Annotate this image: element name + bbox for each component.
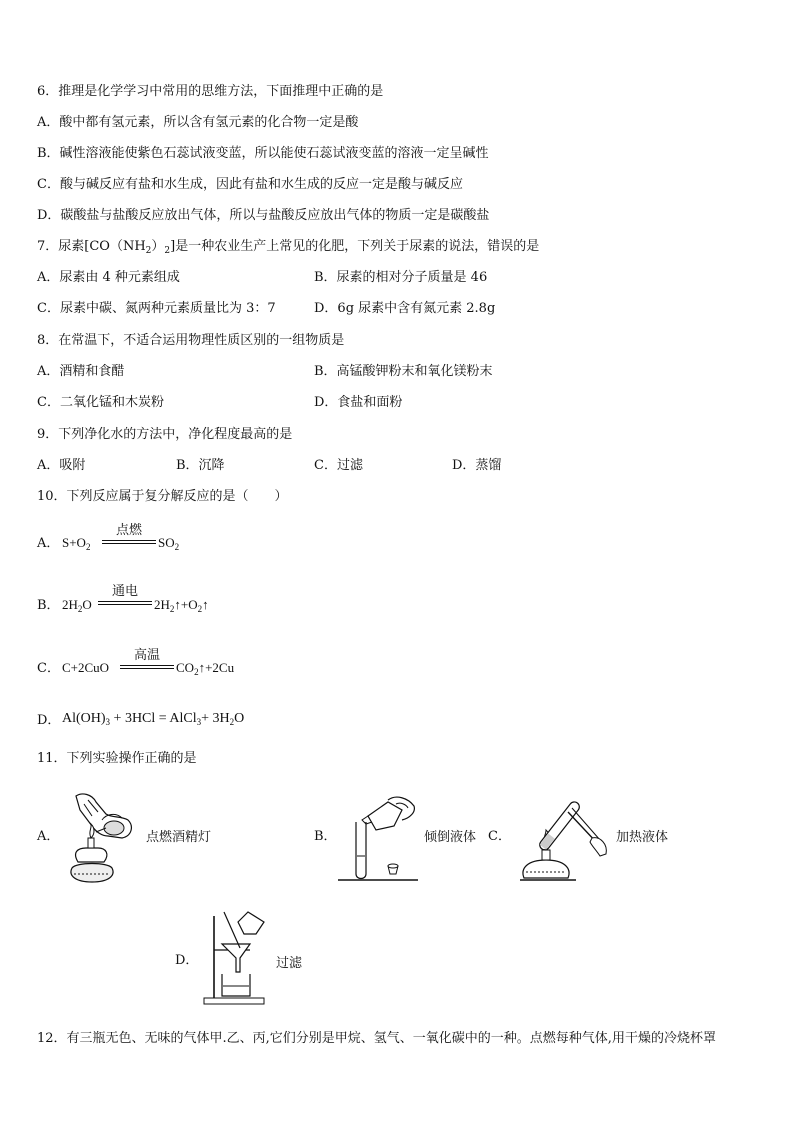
q11-option-c-label: C． [488, 829, 511, 844]
q11-option-d-label: D． [175, 953, 199, 968]
q10-c-reactants: C+2CuO [62, 660, 110, 675]
filtration-figure [200, 908, 272, 1008]
q10-b-condition: 通电 [111, 584, 138, 599]
q7-option-a: A．尿素由 4 种元素组成 [37, 270, 180, 285]
q9-stem: 9．下列净化水的方法中，净化程度最高的是 [37, 427, 293, 442]
q11-option-a-label: A． [37, 829, 60, 844]
q9-option-a: A．吸附 [37, 458, 86, 473]
q7-option-c: C．尿素中碳、氮两种元素质量比为 3：7 [37, 301, 276, 316]
q6-stem: 6．推理是化学学习中常用的思维方法，下面推理中正确的是 [37, 84, 384, 99]
q9-option-c: C．过滤 [314, 458, 363, 473]
q10-b-reactants: $2H_2O$ [62, 597, 92, 614]
q10-b-equals-line [98, 601, 152, 605]
q10-a-condition: 点燃 [115, 523, 142, 538]
q10-d-equation: $Al(OH)_3 + 3HCl$ = AlCl$_3$+ $3H_2O$ [62, 711, 245, 727]
pouring-liquid-figure [336, 796, 420, 884]
q10-c-condition: 高温 [133, 648, 160, 663]
q8-option-c: C．二氧化锰和木炭粉 [37, 395, 164, 410]
q10-option-a-label: A． [37, 536, 60, 551]
q6-option-c: C．酸与碱反应有盐和水生成，因此有盐和水生成的反应一定是酸与碱反应 [37, 177, 463, 192]
q8-option-d: D．食盐和面粉 [314, 395, 403, 410]
q10-c-products: $CO_2↑+2Cu$ [176, 660, 235, 677]
q11-option-d-caption: 过滤 [276, 956, 303, 971]
q11-option-b-caption: 倾倒液体 [424, 830, 477, 845]
q10-c-equals-line [120, 665, 174, 669]
q10-b-products: $2H_2↑+O_2↑$ [154, 597, 209, 614]
heating-liquid-figure [516, 792, 612, 884]
q10-a-products: $SO_2$ [158, 535, 180, 552]
q10-stem: 10．下列反应属于复分解反应的是（ ） [37, 489, 288, 504]
q6-option-d: D．碳酸盐与盐酸反应放出气体，所以与盐酸反应放出气体的物质一定是碳酸盐 [37, 208, 490, 223]
q10-a-reactants: $S+O_2$ [62, 535, 91, 552]
q10-a-equals-line [102, 540, 156, 544]
q11-option-a-caption: 点燃酒精灯 [146, 830, 212, 845]
q10-option-b-label: B． [37, 598, 60, 613]
q7-option-d: D．6g 尿素中含有氮元素 2.8g [314, 301, 496, 316]
q9-option-d: D．蒸馏 [452, 458, 502, 473]
q9-option-b: B．沉降 [176, 458, 225, 473]
alcohol-lamp-lighting-figure [62, 792, 146, 888]
q11-option-b-label: B． [314, 829, 337, 844]
q11-stem: 11．下列实验操作正确的是 [37, 751, 197, 766]
q10-option-d-label: D． [37, 713, 61, 728]
q7-option-b: B．尿素的相对分子质量是 46 [314, 270, 488, 285]
q8-option-b: B．高锰酸钾粉末和氧化镁粉末 [314, 364, 493, 379]
q8-option-a: A．酒精和食醋 [37, 364, 125, 379]
q8-stem: 8．在常温下，不适合运用物理性质区别的一组物质是 [37, 333, 345, 348]
q12-stem: 12．有三瓶无色、无味的气体甲.乙、丙,它们分别是甲烷、氢气、一氧化碳中的一种。点燃每种气体,用干燥的冷烧杯罩 [37, 1031, 716, 1046]
q11-option-c-caption: 加热液体 [616, 830, 669, 845]
q6-option-b: B．碱性溶液能使紫色石蕊试液变蓝，所以能使石蕊试液变蓝的溶液一定呈碱性 [37, 146, 489, 161]
q7-stem: 7．尿素$[CO(NH_2)_2]$是一种农业生产上常见的化肥，下列关于尿素的说法，错误的是 [37, 239, 540, 256]
q10-option-c-label: C． [37, 661, 60, 676]
q6-option-a: A．酸中都有氢元素，所以含有氢元素的化合物一定是酸 [37, 115, 359, 130]
